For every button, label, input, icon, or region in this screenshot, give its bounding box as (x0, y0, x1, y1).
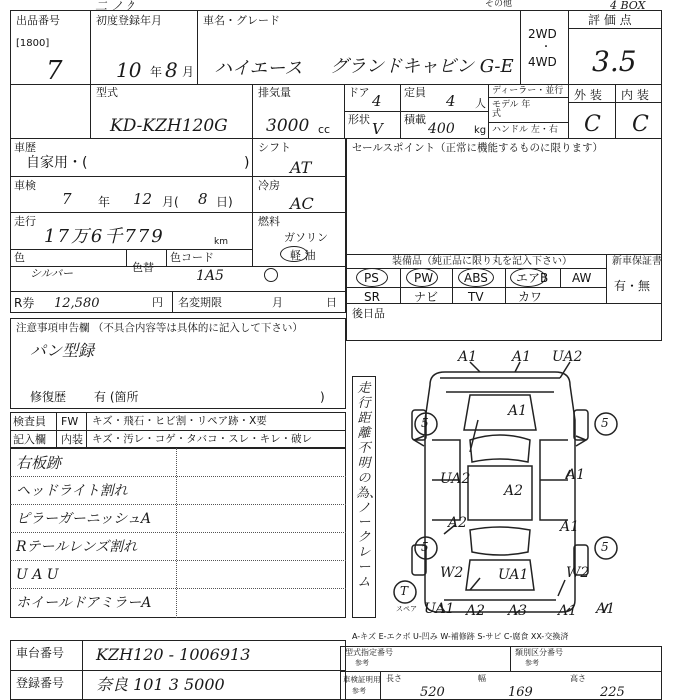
inspection-label: 車検 (14, 179, 36, 192)
month-unit: 月 (182, 65, 195, 79)
equip-navi: ナビ (414, 290, 439, 304)
lot-label: 出品番号 (16, 14, 60, 27)
chassis-value: KZH120 - 1006913 (96, 645, 251, 664)
color-label: 色 (14, 251, 25, 264)
door-value: 4 (372, 92, 382, 110)
capacity-label: 定員 (404, 86, 426, 99)
remark-line-3: ピラーガーニッシュA (16, 511, 151, 527)
vertical-note: 走行距離不明の為、ノークレーム (356, 381, 383, 591)
interior-damage-label: 内装 (61, 433, 83, 446)
history-value: 自家用・( (26, 155, 88, 171)
warranty-title: 新車保証書 (612, 256, 662, 267)
interior-damage-text: キズ・汚レ・コゲ・タバコ・スレ・キレ・破レ (92, 433, 313, 445)
width-label: 幅 (478, 674, 486, 683)
damage-code-1: A1 (458, 349, 478, 365)
damage-code-13: UA1 (424, 601, 455, 617)
lot-number: 7 (46, 56, 63, 86)
name-change-label: 名変期限 (178, 296, 222, 309)
repair-value: 有 (箇所 (94, 390, 139, 404)
damage-code-15: A3 (508, 603, 528, 619)
damage-code-12: W2 (566, 565, 590, 581)
car-windshield (470, 435, 530, 462)
fuel-label: 燃料 (258, 215, 280, 228)
interior-label: 内 装 (621, 88, 649, 102)
mileage-value: 17万6千779 (44, 226, 165, 247)
damage-code-10: W2 (440, 565, 464, 581)
model-year-label: モデル 年式 (492, 100, 531, 120)
width-value: 169 (508, 685, 533, 700)
equip-abs: ABS (464, 271, 488, 285)
fuel-sub: 軽 油 (290, 249, 316, 262)
grade: グランドキャビン G-E (330, 56, 514, 77)
color-code-label: 色コード (170, 251, 214, 264)
entry-label: 記入欄 (13, 433, 46, 446)
spare-label: スペア (396, 605, 417, 613)
front-right-wheel (574, 410, 588, 440)
color-value: シルバー (30, 267, 73, 280)
chassis-label: 車台番号 (16, 646, 65, 660)
fuel-value: ガソリン (284, 231, 328, 244)
insp-year: 7 (62, 190, 72, 208)
equipment-title: 装備品（純正品に限り丸を記入下さい） (392, 256, 572, 267)
equip-tv: TV (468, 290, 484, 304)
auction-sheet: 二 ノ ｸ その他 4 BOX 出品番号 [1800] 7 初度登録年月 10 年 8 月 車名・グレード ハイエース グランドキャビン G-E 2WD ・ 4WD 評 価 点 3.5 型式 KD-KZH120G 排気量 3000 cc ドア 4 定員 4 人 形状 V 積載 400 kg ディーラー・並行 モデル 年式 ハンドル 左・右 外 装 内 装 C C 車歴 自家用・( ) シフト AT 車検 7 年 12 月( 8 日) 冷房 AC 走行 17万6千779 km 燃料 ガソリン 軽 油 色 シルバー 色替 色コード 1A5 R券 12,580 円 名変期限 月 日 セールスポイント（正常に機能するものに限ります） 装備品（純正品に限り丸を記入下さい） 新車保証書 有・無 PS PW ABS エアB AW SR ナビ TV カワ 後日品 注意事項申告欄 （不具合内容等は具体的に記入して下さい） パン型録 修復歴 有 (箇所 ) 検査員 記入欄 FW 内装 キズ・飛石・ヒビ割・リペア跡・X要 キズ・汚レ・コゲ・タバコ・スレ・キレ・破レ 右板跡 ヘッドライト割れ ピラーガーニッシュA Rテールレンズ割れ U A U ホイールドアミラーA 走行距離不明の為、ノークレーム A1 A1 UA2 A1 A1 UA2 A2 A2 A1 W2 UA1 W2 UA1 A2 A3 A1 A1 5 5 5 5 T スペア A-キズ E-エクボ U-凹み W-補修跡 S-サビ C-腐食 XX-交換済 車台番号 KZH120 - 1006913 登録番号 奈良 101 3 5000 型式指定番号 参考 類別区分番号 参考 車検証明用 参考 長さ 520 幅 169 高さ 225 (0, 0, 700, 700)
car-rear-window (470, 527, 530, 555)
damage-code-11: UA1 (498, 567, 529, 583)
remark-line-4: Rテールレンズ割れ (16, 539, 138, 555)
handle-label: ハンドル 左・右 (492, 125, 558, 135)
cooler-label: 冷房 (258, 179, 280, 192)
equip-aw: AW (572, 271, 592, 285)
height-value: 225 (600, 685, 625, 700)
exterior-label: 外 装 (574, 88, 602, 102)
drive-2wd: 2WD (528, 27, 557, 41)
damage-code-6: UA2 (440, 471, 471, 487)
equip-pw: PW (414, 271, 434, 285)
type-label: 型式 (96, 86, 118, 99)
warranty-value: 有・無 (614, 279, 651, 293)
tire-rr-depth: 5 (601, 540, 609, 554)
cooler-value: AC (290, 194, 314, 213)
load-unit: kg (474, 125, 487, 136)
selling-title: セールスポイント（正常に機能するものに限ります） (352, 142, 604, 154)
year-unit: 年 (150, 65, 163, 79)
displacement-unit: cc (318, 123, 331, 136)
tire-rl-depth: 5 (421, 540, 429, 554)
displacement-label: 排気量 (258, 86, 291, 99)
remark-line-6: ホイールドアミラーA (16, 595, 152, 611)
length-value: 520 (420, 685, 445, 700)
caution-value: パン型録 (30, 341, 95, 360)
lot-sub: [1800] (16, 38, 50, 49)
height-label: 高さ (570, 674, 586, 683)
damage-code-9: A1 (560, 519, 580, 535)
class-label: 類別区分番号 (515, 648, 563, 657)
shift-value: AT (290, 158, 312, 177)
reg-year-label: 初度登録年月 (96, 14, 162, 27)
car-name: ハイエース (214, 58, 303, 79)
top-partial-text: 二 ノ ｸ (95, 0, 133, 13)
fw-label: FW (61, 415, 79, 428)
damage-legend: A-キズ E-エクボ U-凹み W-補修跡 S-サビ C-腐食 XX-交換済 (352, 632, 569, 641)
exterior-grade: C (584, 112, 601, 137)
equip-ps: PS (364, 271, 379, 285)
eval-label: 評 価 点 (588, 13, 632, 27)
equip-leather: カワ (518, 290, 543, 304)
damage-code-5: A1 (566, 467, 586, 483)
displacement-value: 3000 (266, 116, 310, 136)
drive-4wd: 4WD (528, 55, 557, 69)
recycle-label: R券 (14, 296, 35, 310)
damage-code-16: A1 (558, 603, 578, 619)
spare-tire-mark: T (400, 584, 409, 598)
reg-year: 10 (116, 58, 142, 82)
reg-no-label: 登録番号 (16, 676, 65, 690)
model-label: 車名・グレード (203, 14, 280, 27)
reg-no-value: 奈良 101 3 5000 (96, 675, 225, 694)
shift-label: シフト (258, 141, 291, 154)
type-value: KD-KZH120G (110, 116, 228, 136)
capacity-unit: 人 (475, 97, 486, 110)
remark-line-5: U A U (16, 567, 59, 583)
damage-code-4: A1 (508, 403, 528, 419)
after-label: 後日品 (352, 307, 385, 320)
insp-month: 12 (133, 190, 153, 208)
top-partial-other: その他 (485, 0, 513, 9)
equip-sr: SR (364, 290, 380, 304)
recycle-value: 12,580 (54, 296, 100, 311)
mileage-unit: km (214, 237, 228, 247)
recycle-unit: 円 (152, 296, 163, 309)
repair-label: 修復歴 (30, 390, 67, 404)
damage-code-3: UA2 (552, 349, 583, 365)
equip-airbag: エアB (516, 271, 549, 285)
capacity-value: 4 (446, 92, 456, 110)
model-designation-label: 型式指定番号 (345, 648, 393, 657)
insp-day: 8 (198, 190, 208, 208)
load-value: 400 (428, 121, 455, 137)
shape-value: V (372, 120, 383, 138)
damage-code-7: A2 (504, 483, 524, 499)
fw-text: キズ・飛石・ヒビ割・リペア跡・X要 (92, 415, 267, 427)
tire-fl-depth: 5 (421, 416, 429, 430)
color-change-label: 色替 (132, 261, 154, 274)
door-label: ドア (348, 86, 370, 99)
load-label: 積載 (404, 113, 426, 126)
dealer-label: ディーラー・並行 (492, 86, 564, 96)
eval-score: 3.5 (592, 45, 637, 78)
length-label: 長さ (386, 674, 402, 683)
remark-line-2: ヘッドライト割れ (16, 483, 128, 499)
mileage-label: 走行 (14, 215, 36, 228)
history-label: 車歴 (14, 141, 36, 154)
inspector-label: 検査員 (13, 415, 46, 428)
damage-code-14: A2 (466, 603, 486, 619)
color-code-value: 1A5 (196, 268, 224, 284)
damage-code-8: A2 (448, 515, 468, 531)
tire-fr-depth: 5 (601, 416, 609, 430)
top-partial-box: 4 BOX (610, 0, 646, 12)
caution-title: 注意事項申告欄 （不具合内容等は具体的に記入して下さい） (16, 322, 303, 334)
reg-month: 8 (165, 58, 178, 82)
damage-code-17: A1 (596, 601, 616, 617)
shape-label: 形状 (348, 113, 370, 126)
cert-label: 車検証明用 (343, 675, 381, 684)
interior-grade: C (632, 112, 649, 137)
damage-code-2: A1 (512, 349, 532, 365)
remark-line-1: 右板跡 (16, 454, 62, 472)
